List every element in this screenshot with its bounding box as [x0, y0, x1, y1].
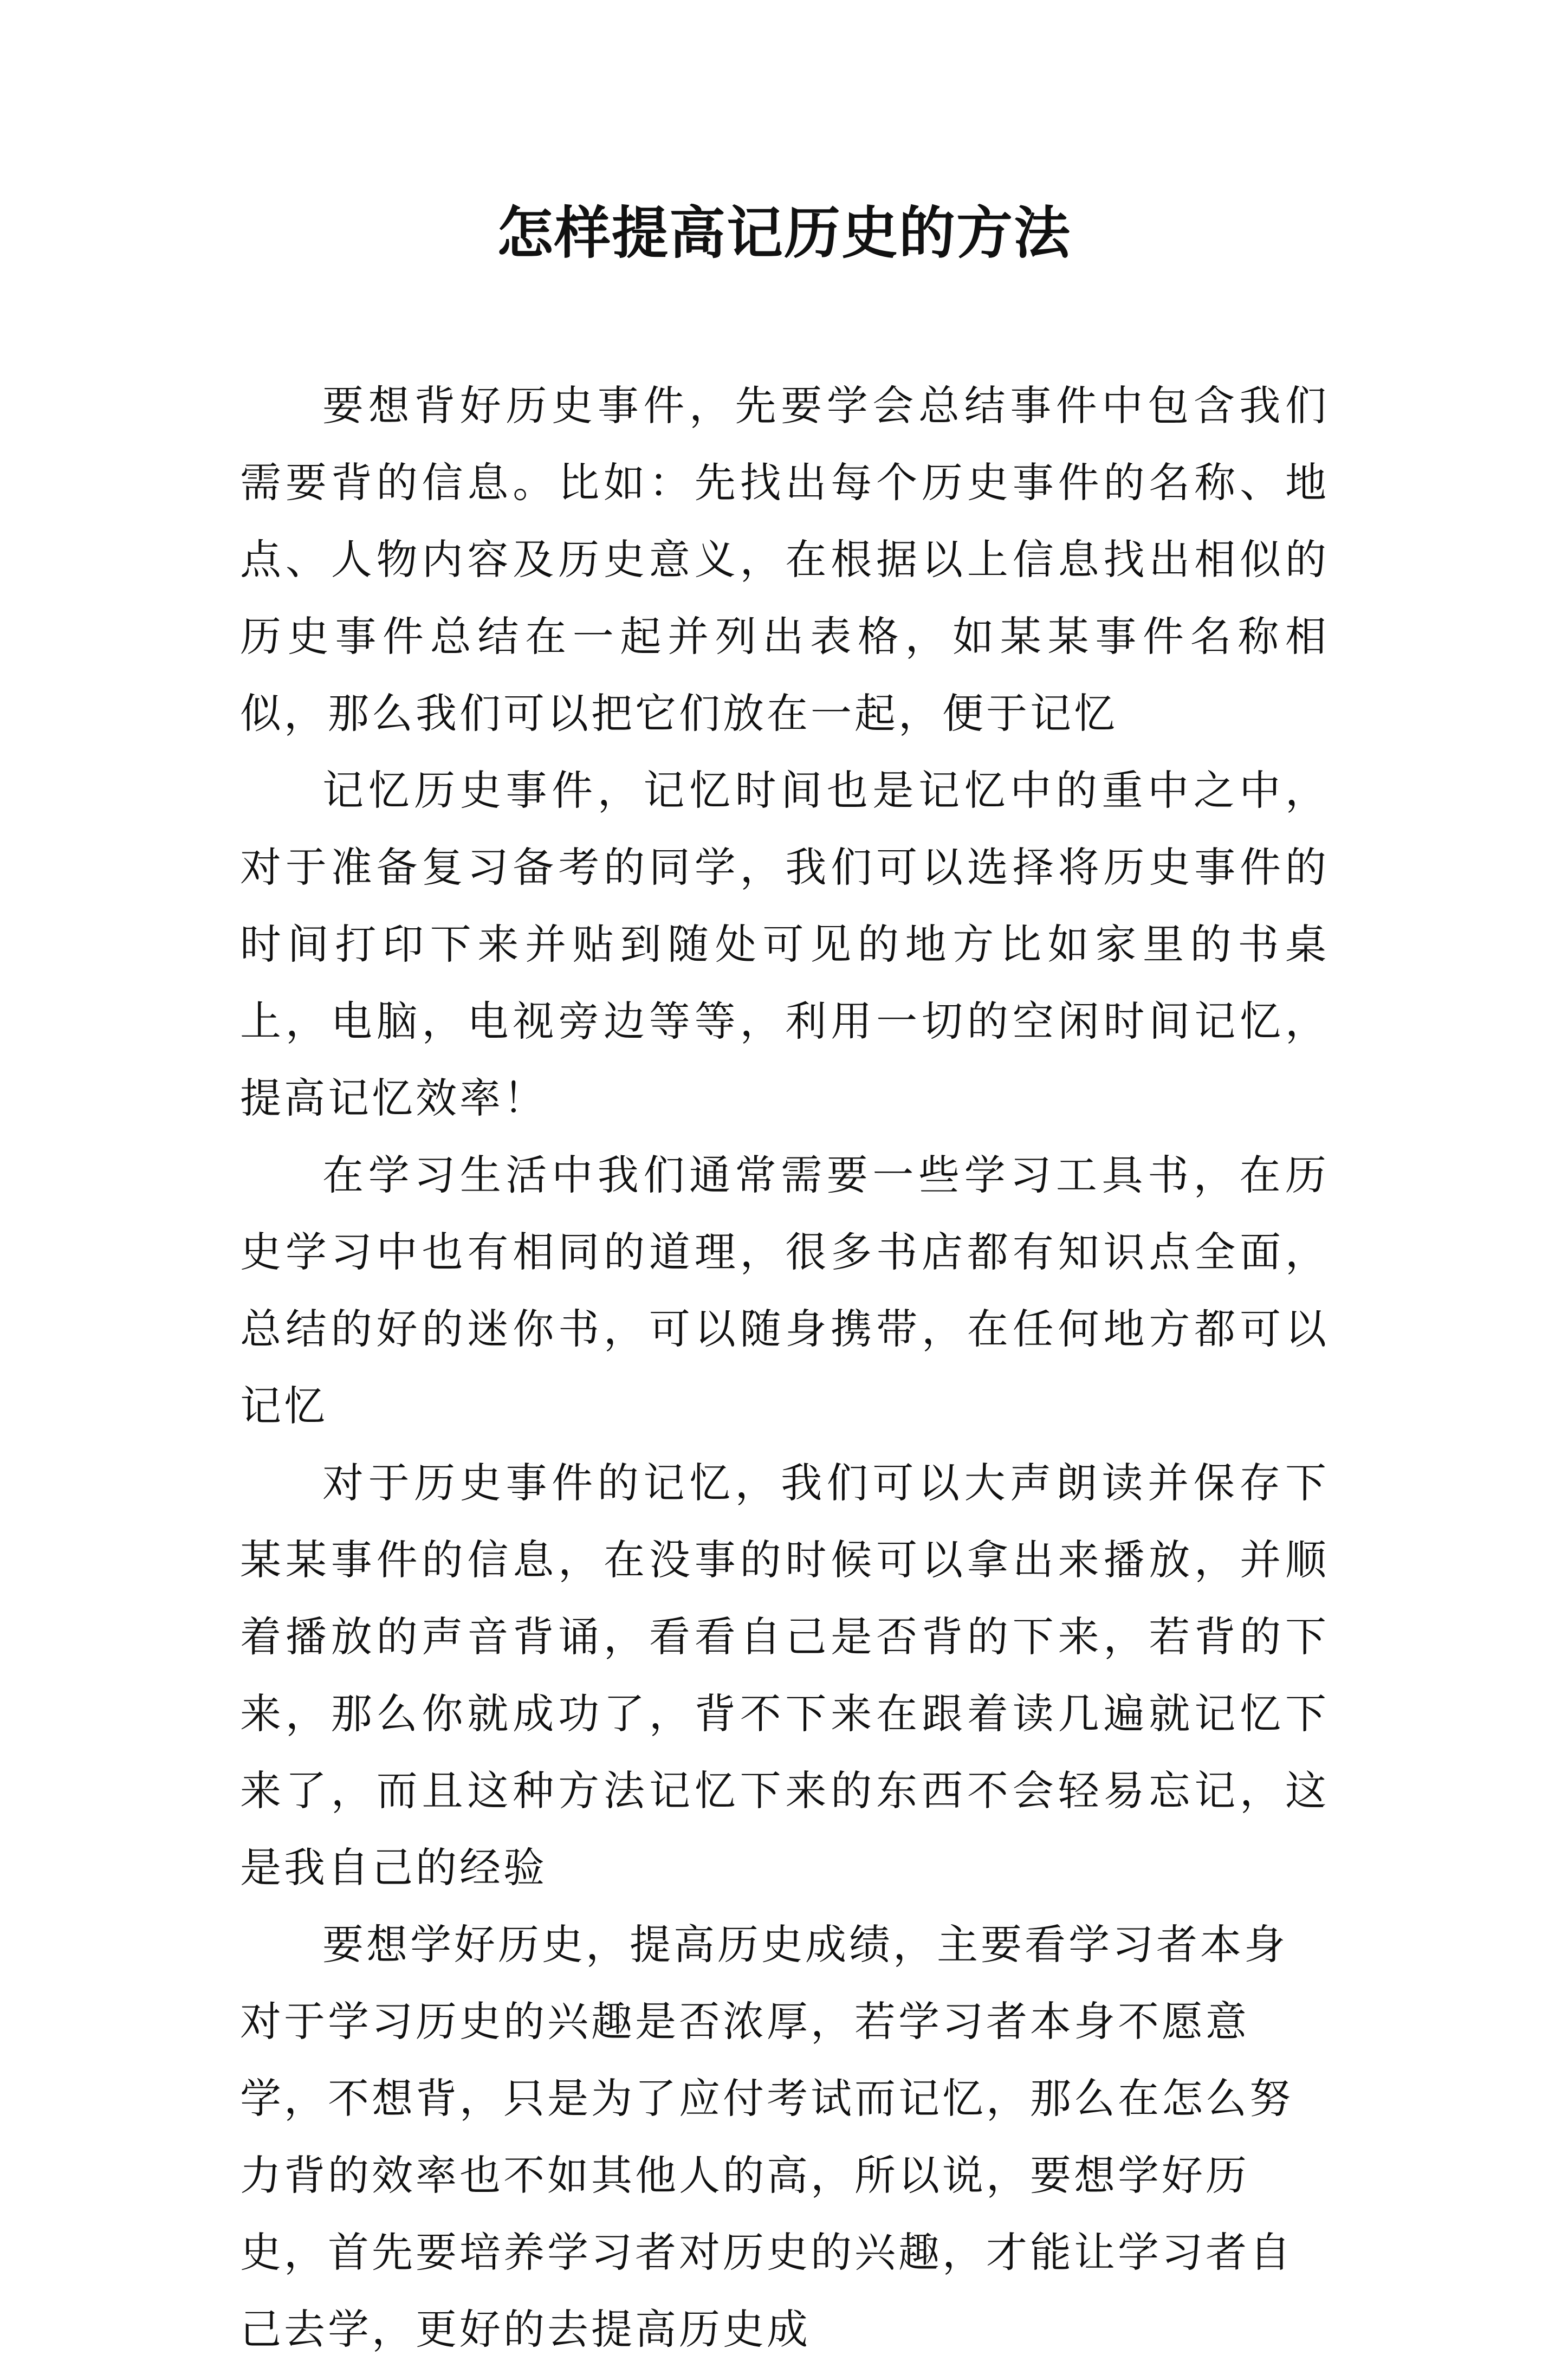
document-title: 怎样提高记历史的方法 [496, 199, 1071, 266]
document-body [240, 367, 1329, 2368]
paragraph-3: 在学习生活中我们通常需要一些学习工具书，在历史学习中也有相同的道理，很多书店都有知识点全面，总结的好的迷你书，可以随身携带，在任何地方都可以记忆 [240, 1151, 1329, 1430]
paragraph-1: 要想背好历史事件，先要学会总结事件中包含我们需要背的信息。比如：先找出每个历史事件的名称、地点、人物内容及历史意义，在根据以上信息找出相似的历史事件总结在一起并列出表格，如某某事件名称相似，那么我们可以把它们放在一起，便于记忆 [240, 381, 1329, 737]
paragraph-2: 记忆历史事件，记忆时间也是记忆中的重中之中，对于准备复习备考的同学，我们可以选择将历史事件的时间打印下来并贴到随处可见的地方比如家里的书桌上，电脑，电视旁边等等，利用一切的空闲时间记忆，提高记忆效率！ [240, 766, 1329, 1122]
paragraph-4: 对于历史事件的记忆，我们可以大声朗读并保存下某某事件的信息，在没事的时候可以拿出来播放，并顺着播放的声音背诵，看看自己是否背的下来，若背的下来，那么你就成功了，背不下来在跟着读几遍就记忆下来了，而且这种方法记忆下来的东西不会轻易忘记，这是我自己的经验 [240, 1459, 1329, 1892]
paragraph-5: 要想学好历史，提高历史成绩，主要看学习者本身对于学习历史的兴趣是否浓厚，若学习者本身不愿意学，不想背，只是为了应付考试而记忆，那么在怎么努力背的效率也不如其他人的高，所以说，要想学好历史，首先要培养学习者对历史的兴趣，才能让学习者自己去学，更好的去提高历史成 [240, 1920, 1293, 2353]
